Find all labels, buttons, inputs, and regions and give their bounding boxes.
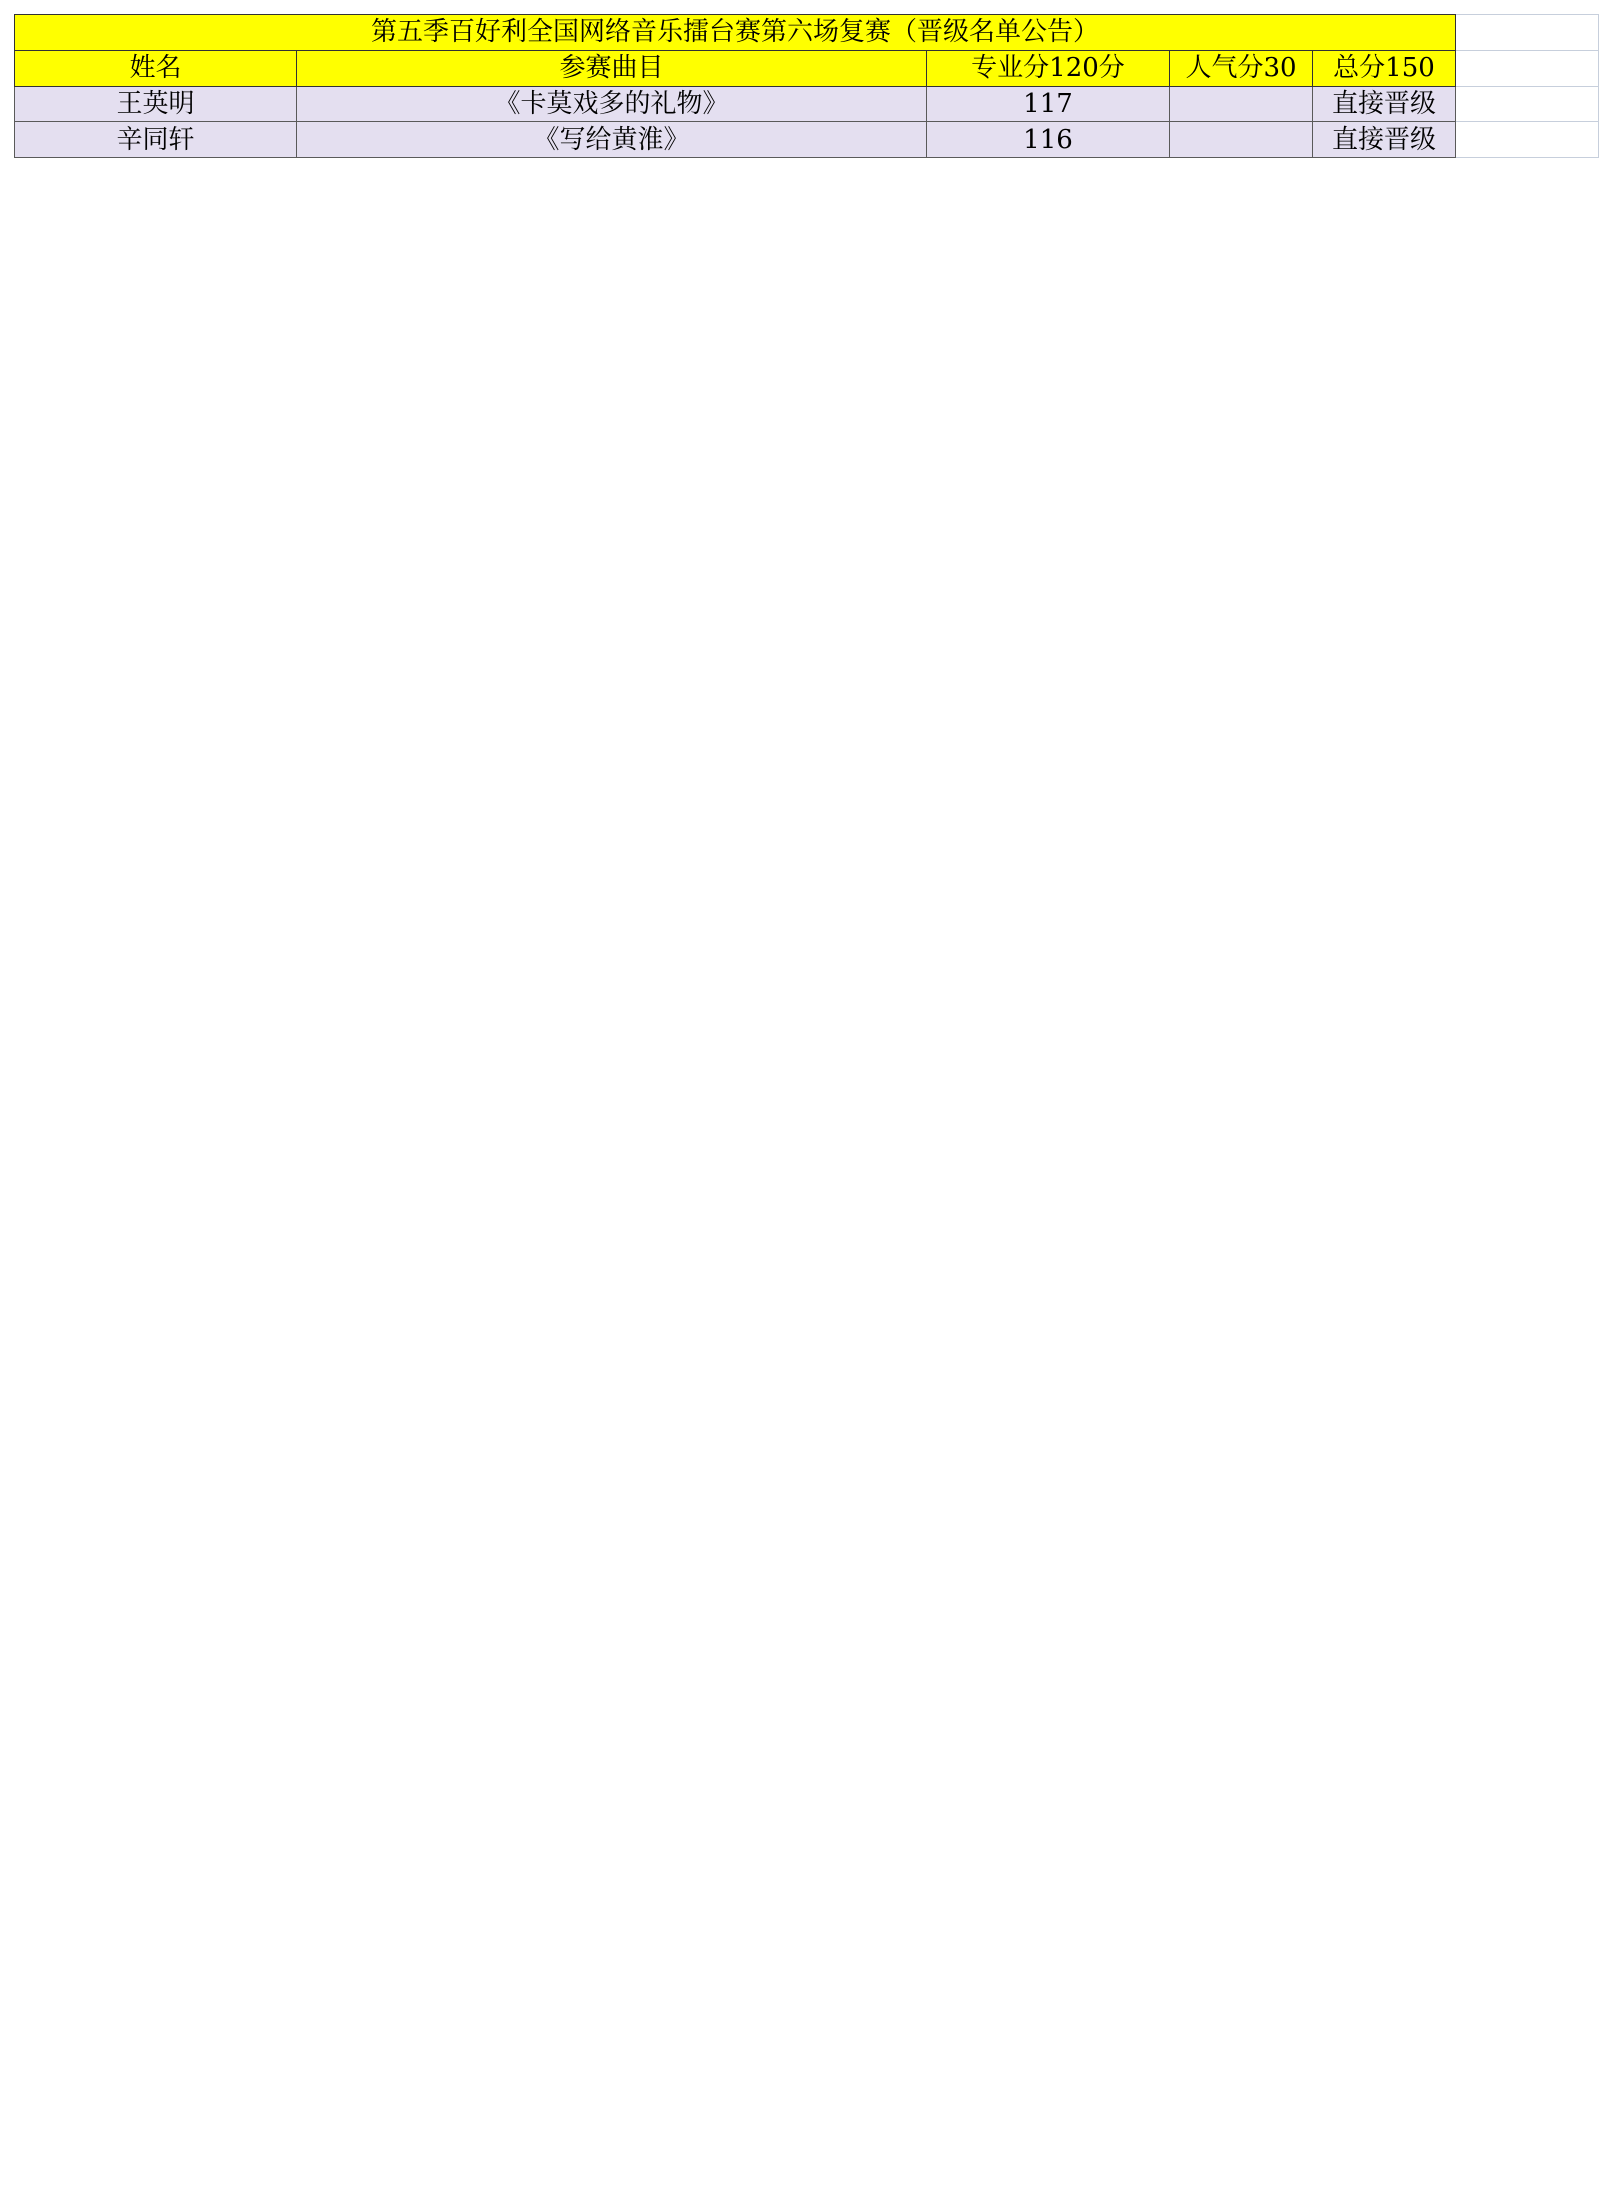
- contestant-name-cell[interactable]: 辛同轩: [15, 122, 297, 158]
- header-song[interactable]: 参赛曲目: [297, 50, 927, 86]
- song-title-cell[interactable]: 《卡莫戏多的礼物》: [297, 86, 927, 122]
- contestant-name-cell[interactable]: 王英明: [15, 86, 297, 122]
- table-row: [15, 86, 1599, 122]
- advance-status-cell[interactable]: [1456, 122, 1599, 158]
- results-spreadsheet: [14, 14, 1599, 158]
- popularity-score-cell[interactable]: [1170, 86, 1313, 122]
- cell[interactable]: [1456, 50, 1599, 86]
- header-name[interactable]: 姓名: [15, 50, 297, 86]
- header-row: [15, 50, 1599, 86]
- pro-score-cell[interactable]: 116: [927, 122, 1170, 158]
- total-score-cell[interactable]: 直接晋级: [1313, 122, 1456, 158]
- header-pro-score[interactable]: 专业分120分: [927, 50, 1170, 86]
- popularity-score-cell[interactable]: [1170, 122, 1313, 158]
- title-row: [15, 15, 1599, 51]
- cell[interactable]: [1456, 15, 1599, 51]
- song-title-cell[interactable]: 《写给黄淮》: [297, 122, 927, 158]
- header-total-score[interactable]: 总分150: [1313, 50, 1456, 86]
- header-popularity-score[interactable]: 人气分30: [1170, 50, 1313, 86]
- pro-score-cell[interactable]: 117: [927, 86, 1170, 122]
- advance-status-cell[interactable]: [1456, 86, 1599, 122]
- sheet-title[interactable]: 第五季百好利全国网络音乐擂台赛第六场复赛（晋级名单公告）: [15, 15, 1456, 51]
- table-row: [15, 122, 1599, 158]
- total-score-cell[interactable]: 直接晋级: [1313, 86, 1456, 122]
